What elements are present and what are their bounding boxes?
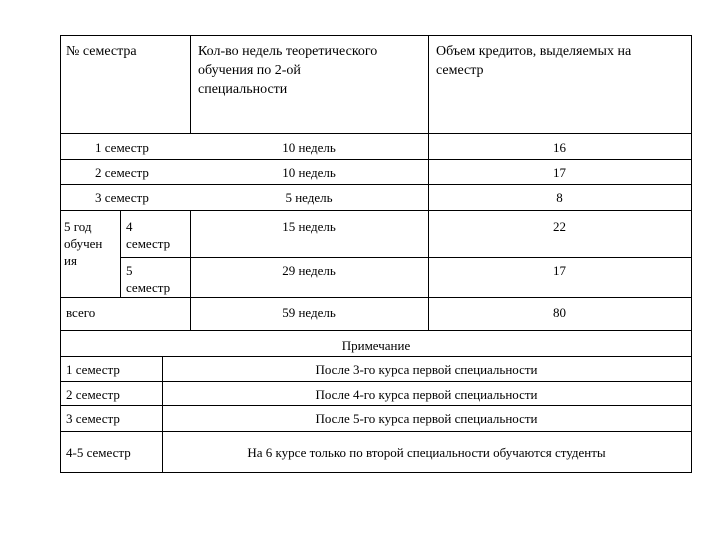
note-text: На 6 курсе только по второй специальности обучаются студенты <box>247 445 606 460</box>
note-semester: 2 семестр <box>66 387 120 402</box>
sub-semester-line: 5 <box>126 263 133 278</box>
header-weeks-line: специальности <box>198 82 288 97</box>
row-semester: 3 семестр <box>95 190 149 205</box>
total-credits: 80 <box>553 305 566 320</box>
row-weeks: 10 недель <box>282 165 336 180</box>
note-text: После 5-го курса первой специальности <box>315 411 538 426</box>
header-credits-line: Объем кредитов, выделяемых на <box>436 44 632 59</box>
table-rule <box>60 381 692 382</box>
sub-semester-line: 4 <box>126 219 133 234</box>
fifth-year-label-line: обучен <box>64 236 103 251</box>
table-rule <box>60 184 692 185</box>
header-credits-line: семестр <box>436 63 484 78</box>
table-border-right <box>691 35 692 472</box>
row-credits: 16 <box>553 140 566 155</box>
fifth-year-label-line: 5 год <box>64 219 92 234</box>
row-credits: 17 <box>553 263 566 278</box>
note-text: После 4-го курса первой специальности <box>315 387 538 402</box>
table-border-bottom <box>60 472 692 473</box>
table-col-divider <box>428 35 429 330</box>
fifth-year-label-line: ия <box>64 253 77 268</box>
table-rule <box>60 330 692 331</box>
row-semester: 2 семестр <box>95 165 149 180</box>
row-semester: 1 семестр <box>95 140 149 155</box>
note-title: Примечание <box>341 338 411 353</box>
table-rule <box>60 405 692 406</box>
sub-semester-line: семестр <box>126 236 171 251</box>
note-text: После 3-го курса первой специальности <box>315 362 538 377</box>
table-rule <box>60 297 692 298</box>
row-credits: 17 <box>553 165 566 180</box>
table-rule <box>60 159 692 160</box>
note-semester: 1 семестр <box>66 362 120 377</box>
table-col-divider <box>190 35 191 133</box>
sub-semester-line: семестр <box>126 280 171 295</box>
table-rule <box>60 431 692 432</box>
table-rule <box>60 356 692 357</box>
row-weeks: 15 недель <box>282 219 336 234</box>
table-col-divider <box>120 210 121 297</box>
header-semester: № семестра <box>66 44 137 59</box>
row-weeks: 5 недель <box>285 190 333 205</box>
note-semester: 3 семестр <box>66 411 120 426</box>
note-semester: 4-5 семестр <box>66 445 131 460</box>
table-rule <box>120 257 692 258</box>
header-weeks-line: обучения по 2-ой <box>198 63 301 78</box>
total-weeks: 59 недель <box>282 305 336 320</box>
table-rule <box>60 133 692 134</box>
total-label: всего <box>66 305 96 320</box>
table-border-left <box>60 35 61 472</box>
row-credits: 22 <box>553 219 566 234</box>
row-weeks: 29 недель <box>282 263 336 278</box>
row-weeks: 10 недель <box>282 140 336 155</box>
header-weeks-line: Кол-во недель теоретического <box>198 44 378 59</box>
table-rule <box>60 210 692 211</box>
row-credits: 8 <box>556 190 563 205</box>
table-border-top <box>60 35 692 36</box>
